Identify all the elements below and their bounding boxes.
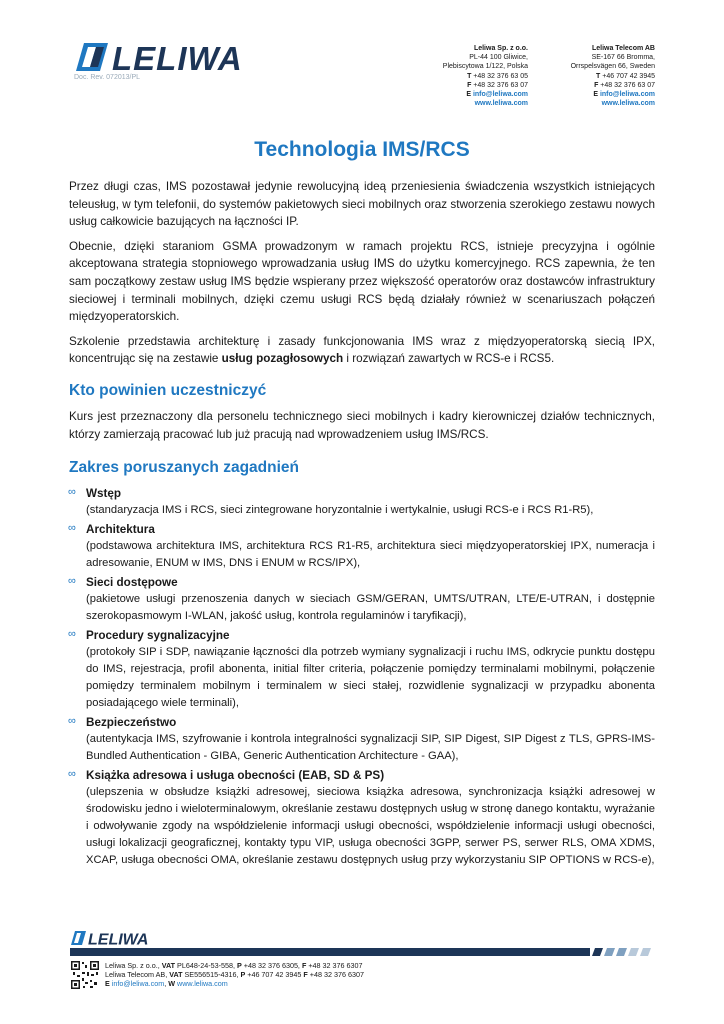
main-content (69, 178, 655, 871)
phone-value: +46 707 42 3945 (602, 72, 655, 80)
audience-paragraph: Kurs jest przeznaczony dla personelu technicznego sieci mobilnych i kadry kierowniczej działów technicznych, którzy zamierzają pracować lub już pracują nad wprowadzeniem usług IMS/RCS. (69, 409, 655, 441)
intro-text: i rozwiązań zawartych w RCS-e i RCS5. (343, 352, 555, 366)
footer-text: Leliwa Telecom AB, (105, 970, 170, 980)
topic-title: Wstęp (86, 487, 122, 501)
email-label: E (593, 91, 598, 99)
fax-value: +48 32 376 63 07 (473, 81, 528, 89)
footer-email-link[interactable]: info@leliwa.com (111, 979, 165, 989)
list-item (69, 521, 655, 572)
topic-title: Sieci dostępowe (86, 576, 178, 590)
qr-code-icon (70, 960, 100, 990)
logo-mark-icon (76, 43, 108, 71)
fax-label: F (467, 81, 472, 89)
topic-description: (ulepszenia w obsłudze książki adresowej, sieciowa książka adresowa, synchronizacja książki adresowej w środowisku jedno i wieloterminalowym, określanie zestawu dostępnych usług w stronę danego kontaktu, wyrażanie i odwoływanie zgody na współdzielenie informacji usługi obecności, współdzielenie informacji usługi obecności, usługi lokalizacji geograficznej, kontakty typu VIP, usługa obecności 3GPP, serwer PS, serwer RLS, OMA XDMS, XCAP, usługa obecności OMA, określanie zestawu dostępnych usług przy wykorzystaniu SIP OPTIONS w RCS-e), (86, 786, 655, 867)
topic-description: (protokoły SIP i SDP, nawiązanie łączności dla potrzeb wymiany sygnalizacji i ruchu IMS, odkrycie punktu dostępu do IMS, rejestracja, profil abonenta, initial filter criteria, połączenie pomiędzy terminalami mobilnymi, połączenie pomiędzy terminalem mobilnym i terminalem w sieci stałej, rozwidlenie sygnalizacji w przypadku abonenta posiadającego wiele terminali), (86, 646, 655, 710)
topic-list (69, 485, 655, 869)
list-item (69, 767, 655, 869)
logo-wordmark: LELIWA (112, 40, 243, 74)
intro-paragraph (69, 333, 655, 368)
intro-paragraph: Przez długi czas, IMS pozostawał jedynie rewolucyjną ideą przeniesienia świadczenia wszystkich istniejących teleusług, w tym telefonii, do systemów pakietowych sieci mobilnych oraz stworzenia szerokiego zestawu nowych usług całkowicie bazujących na łączności IP. (69, 180, 655, 229)
leliwa-logo (74, 40, 310, 74)
page-title: Technologia IMS/RCS (254, 138, 470, 161)
logo-mark-icon (71, 931, 86, 945)
footer-text: PL648-24-53-558, (175, 961, 237, 970)
infinity-bullet-icon: ∞ (68, 522, 76, 535)
footer-text: +46 707 42 3945 (245, 970, 304, 980)
email-link[interactable]: info@leliwa.com (472, 91, 528, 99)
footer-text: +48 32 376 6305, (241, 961, 302, 970)
topic-title: Procedury sygnalizacyjne (86, 629, 230, 643)
footer-website-link[interactable]: www.leliwa.com (177, 979, 228, 989)
contact-block-se (571, 44, 655, 108)
footer-divider-bar (70, 948, 655, 956)
infinity-bullet-icon: ∞ (68, 575, 76, 588)
list-item (69, 485, 655, 519)
fax-value: +48 32 376 63 07 (600, 81, 655, 89)
email-label: E (466, 91, 471, 99)
footer-label: VAT (169, 970, 183, 980)
topic-title: Książka adresowa i usługa obecności (EAB, SD & PS) (86, 769, 385, 783)
email-link[interactable]: info@leliwa.com (599, 91, 655, 99)
footer-text: , (164, 979, 169, 989)
footer-label: VAT (161, 961, 176, 970)
address-line: SE-167 66 Bromma, (591, 54, 655, 62)
topic-description: (standaryzacja IMS i RCS, sieci zintegrowane horyzontalnie i wertykalnie, usługi RCS-e i RCS R1-R5), (86, 504, 594, 517)
section-heading-scope: Zakres poruszanych zagadnień (69, 459, 299, 477)
footer-text: Leliwa Sp. z o.o., (105, 961, 162, 970)
footer-contact (105, 961, 364, 989)
footer-label: P (236, 961, 242, 970)
address-line: PL-44 100 Gliwice, (469, 54, 528, 62)
address-line: Plebiscytowa 1/122, Polska (442, 63, 528, 71)
infinity-bullet-icon: ∞ (68, 628, 76, 641)
fax-label: F (594, 81, 599, 89)
footer-text: +48 32 376 6307 (307, 970, 364, 980)
topic-description: (autentykacja IMS, szyfrowanie i kontrola integralności sygnalizacji SIP, SIP Digest, SIP Digest z TLS, GPRS-IMS-Bundled Authentication - GIBA, Generic Authentication Architecture - GAA), (86, 733, 655, 763)
logo-wordmark: LELIWA (88, 931, 149, 946)
phone-label: T (467, 72, 472, 80)
footer-label: F (303, 970, 308, 980)
footer-logo (70, 930, 204, 946)
intro-bold-text: usług pozagłosowych (221, 352, 344, 366)
phone-value: +48 32 376 63 05 (473, 72, 528, 80)
footer-label: W (168, 979, 176, 989)
footer-label: F (301, 961, 307, 970)
intro-paragraph: Obecnie, dzięki staraniom GSMA prowadzonym w ramach projektu RCS, istnieje precyzyjna i ogólnie akceptowana strategia stopniowego wprowadzania usług IMS do użytku komercyjnego. RCS zapewnia, że ten sam początkowy zestaw usług IMS będzie wspierany przez większość operatorów oraz dostawców infrastruktury sieciowej i terminali mobilnych, dzięki czemu usługi RCS będą działały również w scenariuszach połączeń międzyoperatorskich. (69, 239, 655, 324)
phone-label: T (596, 72, 601, 80)
address-line: Orrspelsvägen 66, Sweden (570, 63, 655, 71)
footer-text: SE556515-4316, (182, 970, 241, 980)
website-link[interactable]: www.leliwa.com (474, 100, 528, 108)
intro-text: Szkolenie przedstawia architekturę i zasady funkcjonowania IMS wraz z międzyoperatorską siecią IPX, koncentrując się na zestawie (69, 334, 655, 366)
footer-label: E (105, 979, 110, 989)
list-item (69, 627, 655, 712)
list-item (69, 574, 655, 625)
infinity-bullet-icon: ∞ (68, 768, 76, 781)
company-name: Leliwa Sp. z o.o. (473, 45, 528, 52)
contact-block-pl (443, 44, 528, 108)
infinity-bullet-icon: ∞ (68, 486, 76, 499)
footer-text: +48 32 376 6307 (306, 961, 363, 970)
footer-label: P (240, 970, 246, 980)
topic-description: (pakietowe usługi przenoszenia danych w sieciach GSM/GERAN, UMTS/UTRAN, LTE/E-UTRAN, i dostępnie szerokopasmowym I-WLAN, jakość usług, kontrola regulaminów i taryfikacji), (86, 593, 655, 623)
infinity-bullet-icon: ∞ (68, 715, 76, 728)
topic-title: Architektura (86, 523, 155, 537)
doc-revision: Doc. Rev. 072013/PL (74, 74, 141, 81)
topic-title: Bezpieczeństwo (86, 716, 177, 730)
topic-description: (podstawowa architektura IMS, architektura RCS R1-R5, architektura sieci międzyoperatorskiej IPX, numeracja i adresowanie, ENUM w IMS, DNS i ENUM w RCS/IPX), (86, 540, 655, 570)
website-link[interactable]: www.leliwa.com (601, 100, 655, 108)
list-item (69, 714, 655, 765)
section-heading-audience: Kto powinien uczestniczyć (69, 381, 267, 399)
company-name: Leliwa Telecom AB (591, 45, 655, 52)
